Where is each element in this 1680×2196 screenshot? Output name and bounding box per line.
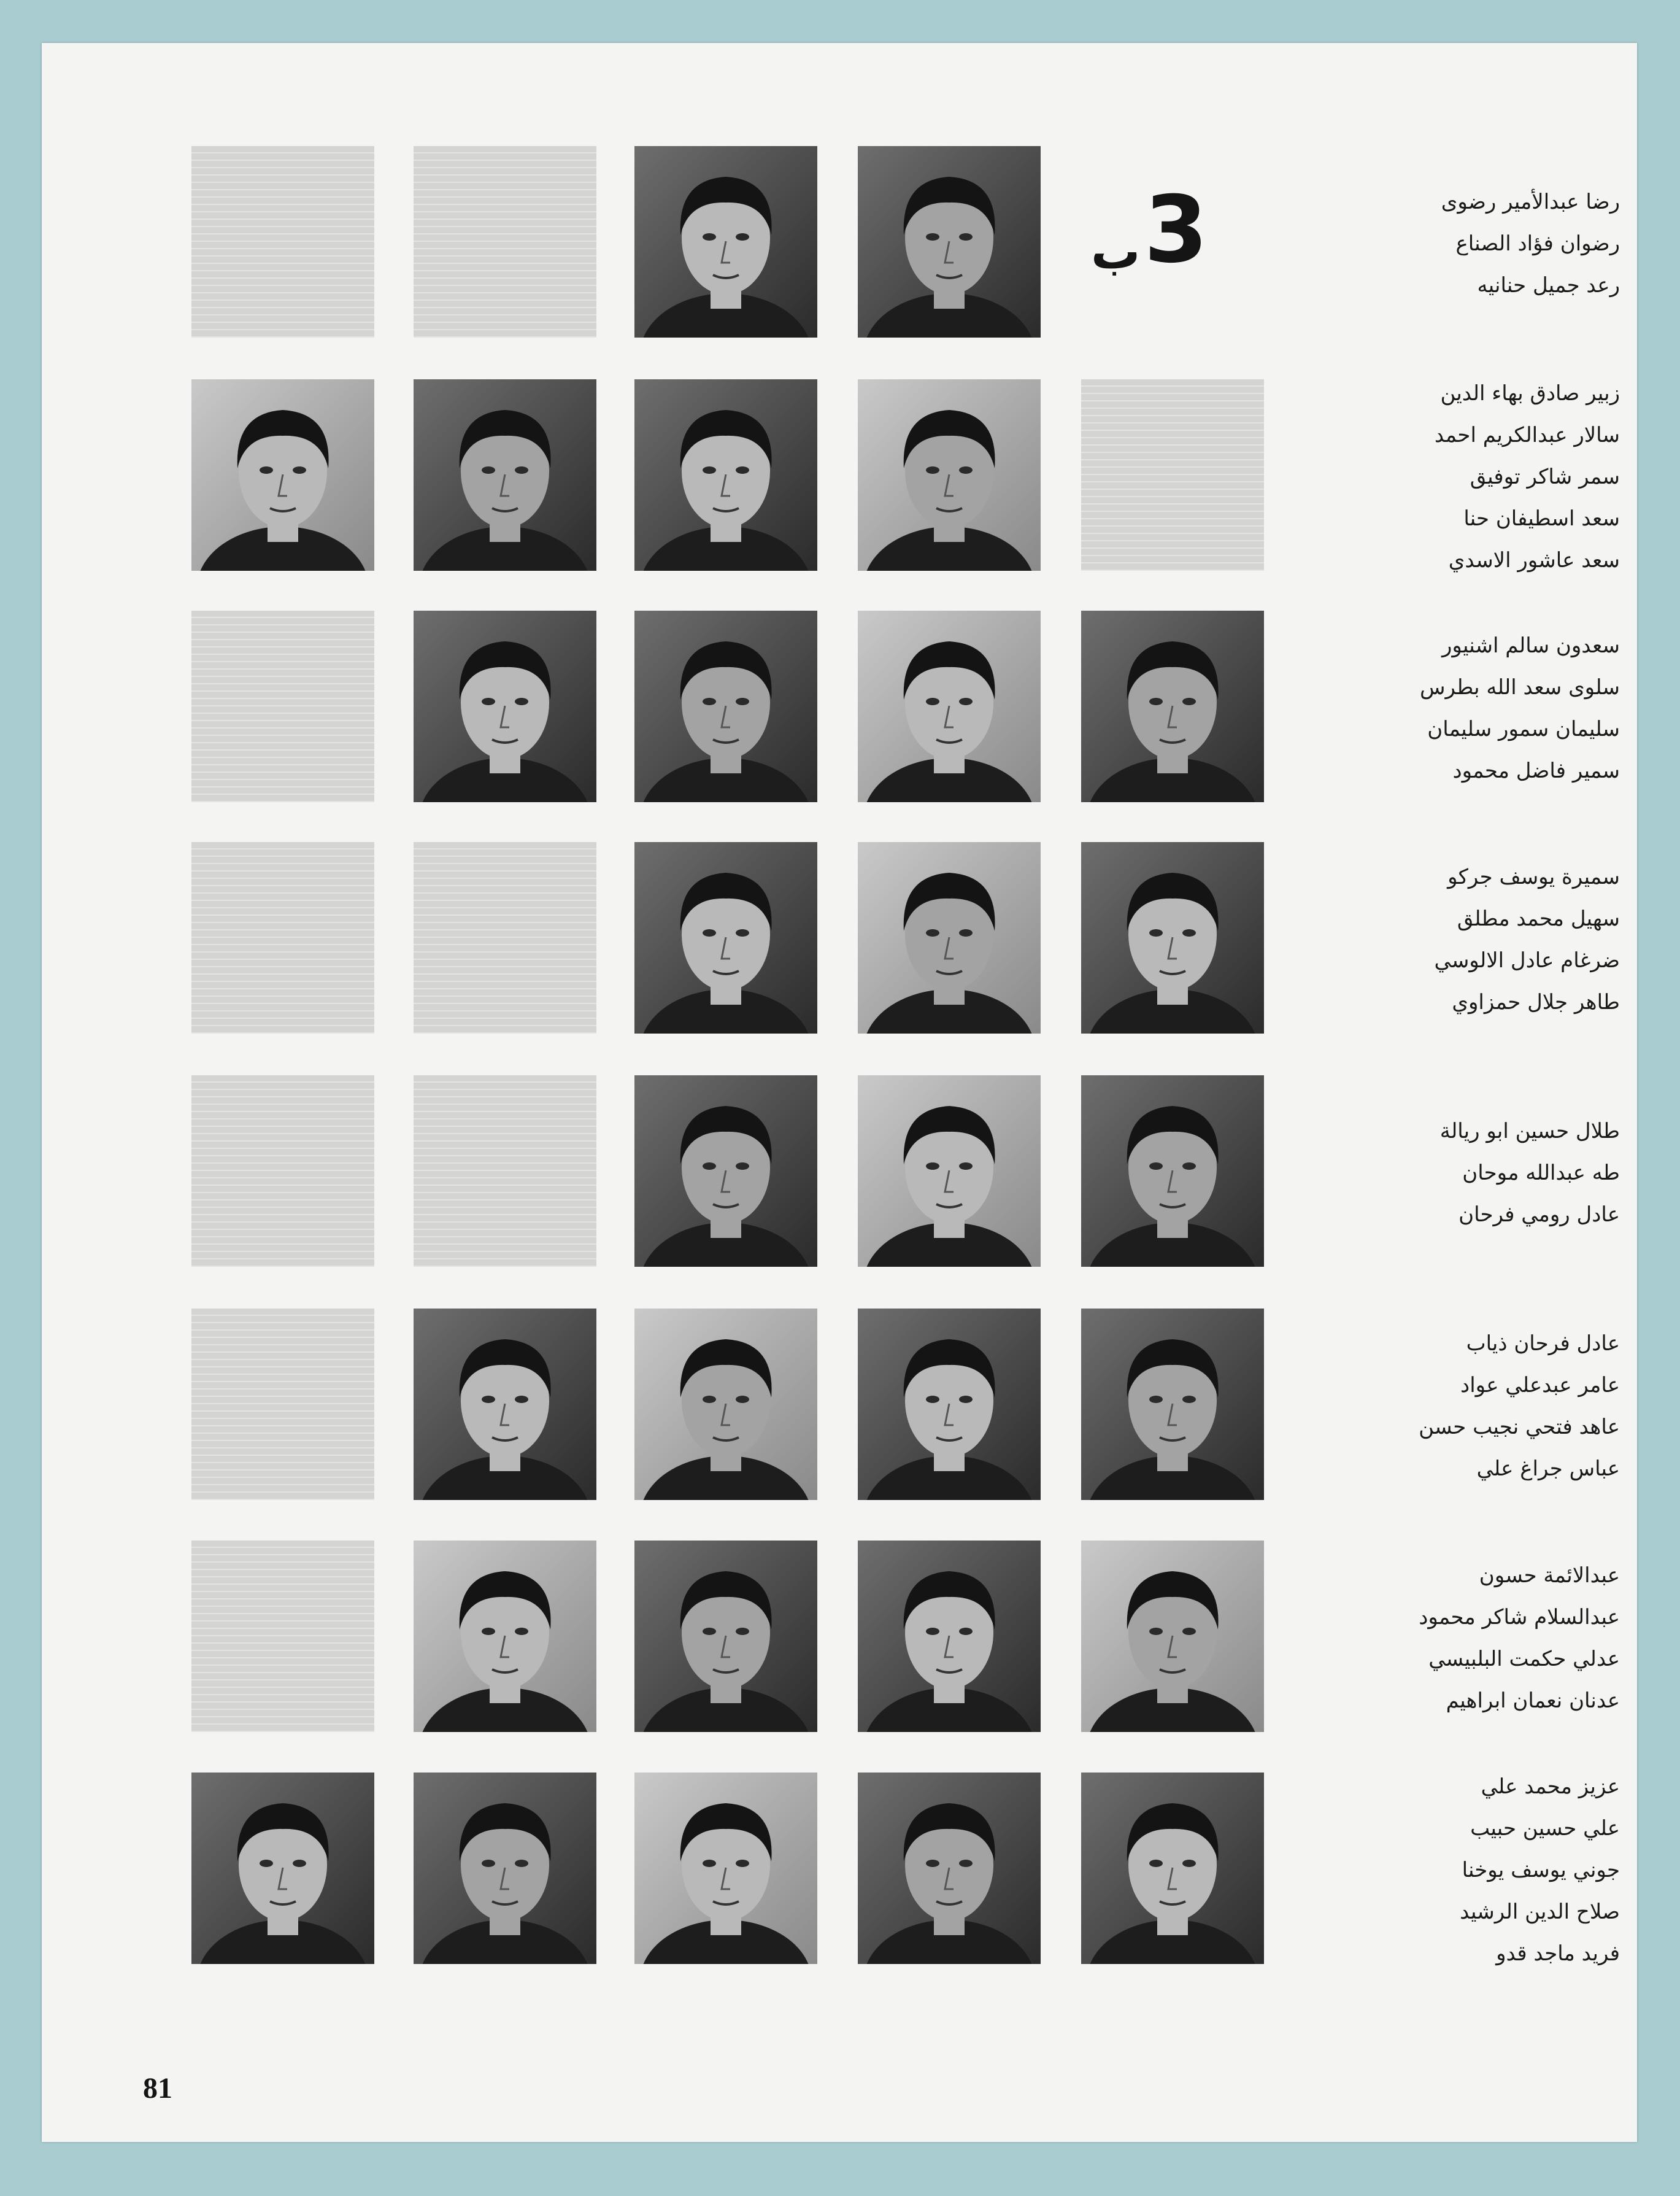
student-row xyxy=(42,611,1637,806)
student-portrait xyxy=(634,379,817,571)
student-portrait xyxy=(1081,1541,1264,1732)
page-number: 81 xyxy=(143,2072,172,2105)
blank-photo-placeholder xyxy=(191,1075,374,1267)
student-portrait xyxy=(414,1309,596,1500)
student-portrait xyxy=(634,1075,817,1267)
student-name: جوني يوسف يوخنا xyxy=(1462,1858,1620,1882)
student-name: عزيز محمد علي xyxy=(1481,1774,1620,1799)
student-name: عامر عبدعلي عواد xyxy=(1460,1373,1620,1398)
student-names xyxy=(1349,1309,1637,1504)
blank-photo-placeholder xyxy=(191,842,374,1034)
class-letter: ب xyxy=(1091,223,1141,280)
student-row xyxy=(42,1309,1637,1504)
student-row xyxy=(42,1773,1637,1968)
student-portrait xyxy=(858,1773,1041,1964)
blank-photo-placeholder xyxy=(191,1541,374,1732)
student-portrait xyxy=(1081,611,1264,802)
student-row xyxy=(42,1541,1637,1736)
student-names xyxy=(1349,379,1637,574)
blank-photo-placeholder xyxy=(1081,379,1264,571)
student-name: رضا عبدالأمير رضوى xyxy=(1441,190,1620,214)
student-name: عباس جراغ علي xyxy=(1476,1456,1620,1481)
student-row xyxy=(42,1075,1637,1270)
student-portrait xyxy=(191,379,374,571)
yearbook-page xyxy=(42,43,1637,2142)
student-name: سمر شاكر توفيق xyxy=(1470,465,1620,489)
student-name: ضرغام عادل الالوسي xyxy=(1434,948,1620,973)
student-name: طلال حسين ابو ريالة xyxy=(1439,1119,1620,1143)
student-portrait xyxy=(858,1075,1041,1267)
student-name: زبير صادق بهاء الدين xyxy=(1440,381,1620,406)
student-name: عبدالائمة حسون xyxy=(1479,1563,1620,1588)
student-portrait xyxy=(414,1773,596,1964)
student-portrait xyxy=(858,146,1041,338)
student-names xyxy=(1349,146,1637,341)
student-name: سعد عاشور الاسدي xyxy=(1448,548,1620,573)
student-name: سليمان سمور سليمان xyxy=(1427,717,1620,741)
student-name: سلوى سعد الله بطرس xyxy=(1420,675,1620,700)
student-portrait xyxy=(1081,1309,1264,1500)
student-name: طه عبدالله موحان xyxy=(1462,1161,1620,1185)
student-portrait xyxy=(414,1541,596,1732)
blank-photo-placeholder xyxy=(191,146,374,338)
student-portrait xyxy=(1081,842,1264,1034)
blank-photo-placeholder xyxy=(414,146,596,338)
blank-photo-placeholder xyxy=(414,1075,596,1267)
student-names xyxy=(1349,1773,1637,1968)
student-name: رضوان فؤاد الصناع xyxy=(1455,231,1620,256)
student-names xyxy=(1349,1541,1637,1736)
student-name: عادل رومي فرحان xyxy=(1458,1202,1620,1227)
student-name: رعد جميل حنانيه xyxy=(1477,273,1620,298)
blank-photo-placeholder xyxy=(191,611,374,802)
blank-photo-placeholder xyxy=(414,842,596,1034)
student-name: سعد اسطيفان حنا xyxy=(1463,506,1620,531)
blank-photo-placeholder xyxy=(191,1309,374,1500)
student-portrait xyxy=(414,379,596,571)
student-portrait xyxy=(1081,1075,1264,1267)
student-name: طاهر جلال حمزاوي xyxy=(1452,990,1620,1015)
student-name: سعدون سالم اشنيور xyxy=(1441,633,1620,658)
student-portrait xyxy=(634,1309,817,1500)
student-names xyxy=(1349,842,1637,1037)
student-name: عاهد فتحي نجيب حسن xyxy=(1419,1415,1620,1439)
student-name: علي حسين حبيب xyxy=(1470,1816,1620,1841)
student-name: عدلي حكمت البلبيسي xyxy=(1428,1647,1620,1671)
student-names xyxy=(1349,611,1637,806)
student-portrait xyxy=(858,842,1041,1034)
student-row xyxy=(42,842,1637,1037)
student-portrait xyxy=(858,611,1041,802)
student-portrait xyxy=(858,379,1041,571)
student-name: صلاح الدين الرشيد xyxy=(1460,1900,1620,1924)
student-name: عبدالسلام شاكر محمود xyxy=(1419,1605,1620,1630)
student-portrait xyxy=(191,1773,374,1964)
student-names xyxy=(1349,1075,1637,1270)
student-name: سمير فاضل محمود xyxy=(1452,759,1620,783)
student-portrait xyxy=(414,611,596,802)
student-portrait xyxy=(858,1309,1041,1500)
student-portrait xyxy=(634,1541,817,1732)
student-portrait xyxy=(1081,1773,1264,1964)
student-name: عادل فرحان ذياب xyxy=(1466,1331,1620,1356)
student-name: سميرة يوسف جركو xyxy=(1447,865,1620,889)
student-portrait xyxy=(634,146,817,338)
student-portrait xyxy=(634,842,817,1034)
student-portrait xyxy=(634,1773,817,1964)
student-name: سالار عبدالكريم احمد xyxy=(1434,423,1620,447)
student-name: سهيل محمد مطلق xyxy=(1457,907,1620,931)
student-portrait xyxy=(634,611,817,802)
student-name: عدنان نعمان ابراهيم xyxy=(1446,1688,1620,1713)
student-portrait xyxy=(858,1541,1041,1732)
student-name: فريد ماجد قدو xyxy=(1496,1941,1620,1966)
student-row xyxy=(42,146,1637,341)
student-row xyxy=(42,379,1637,574)
class-number: 3 xyxy=(1144,177,1208,284)
